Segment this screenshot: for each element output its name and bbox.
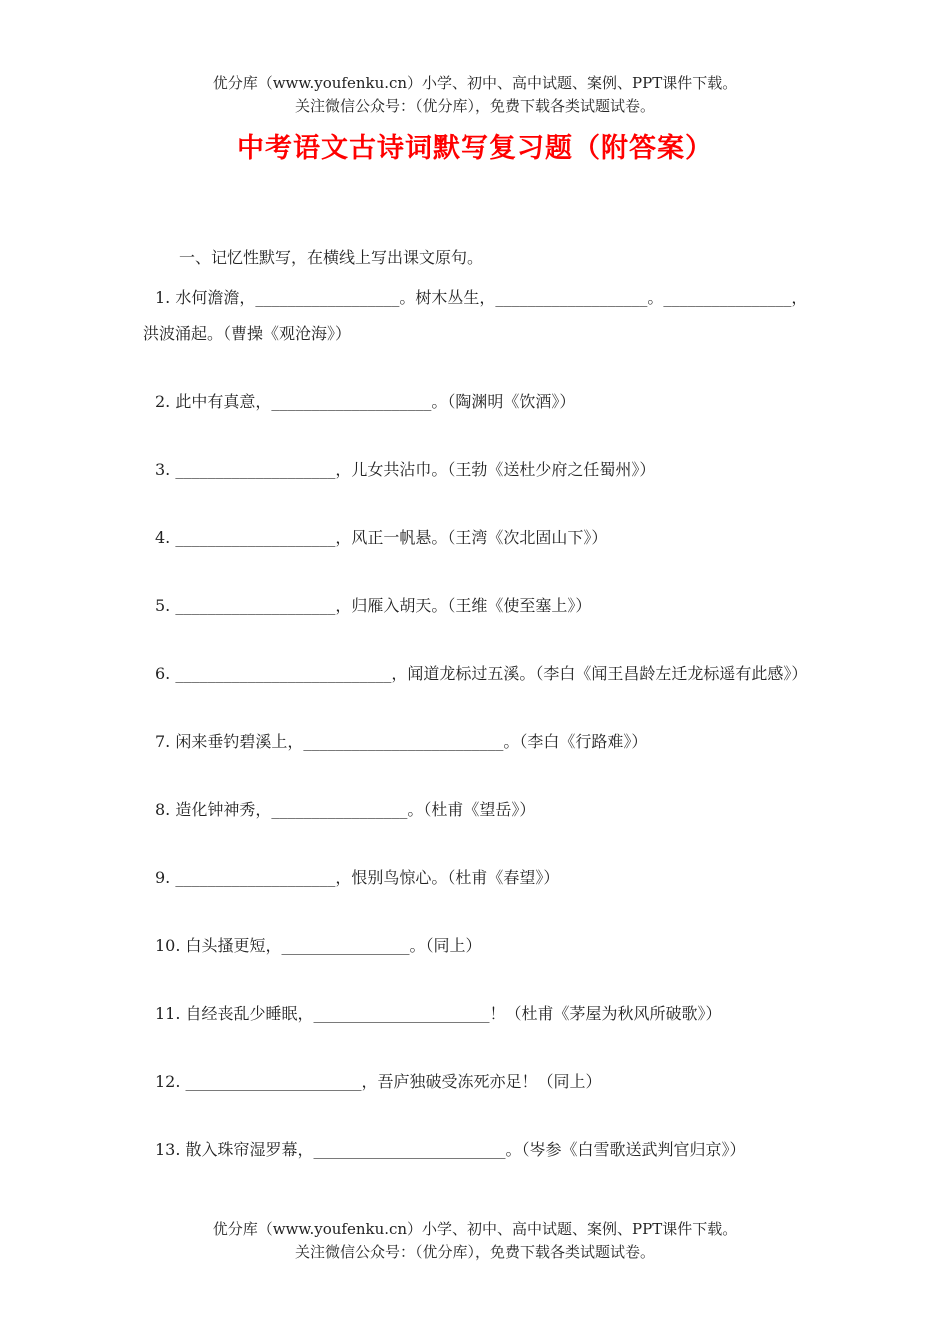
question-3: 3. ____________________，儿女共沾巾。（王勃《送杜少府之任蜀州》） (155, 460, 656, 479)
question-5: 5. ____________________，归雁入胡天。（王维《使至塞上》） (155, 596, 592, 615)
question-9: 9. ____________________，恨别鸟惊心。（杜甫《春望》） (155, 868, 560, 887)
header-line-2: 关注微信公众号：（优分库），免费下载各类试题试卷。 (294, 97, 655, 115)
question-4: 4. ____________________，风正一帆悬。（王湾《次北固山下》） (155, 528, 608, 547)
document-body (143, 246, 811, 1200)
question-12: 12. ______________________，吾庐独破受冻死亦足！（同上） (155, 1072, 602, 1091)
header-line-1: 优分库（www.youfenku.cn）小学、初中、高中试题、案例、PPT课件下载。 (212, 74, 738, 92)
question-7: 7. 闲来垂钓碧溪上，_________________________。（李白《行路难》） (155, 732, 648, 751)
page-footer (0, 1218, 950, 1264)
question-13: 13. 散入珠帘湿罗幕，________________________。（岑参《白雪歌送武判官归京》） (155, 1140, 746, 1159)
question-10: 10. 白头搔更短，________________。（同上） (155, 936, 482, 955)
question-8: 8. 造化钟神秀，_________________。（杜甫《望岳》） (155, 800, 536, 819)
section-heading: 一、记忆性默写，在横线上写出课文原句。 (179, 248, 484, 267)
question-6: 6. ___________________________，闻道龙标过五溪。（李白《闻王昌龄左迁龙标遥有此感》） (155, 664, 808, 683)
footer-line-2: 关注微信公众号：（优分库），免费下载各类试题试卷。 (294, 1243, 655, 1261)
question-11: 11. 自经丧乱少睡眠，______________________！（杜甫《茅屋为秋风所破歌》） (155, 1004, 722, 1023)
document-title: 中考语文古诗词默写复习题（附答案） (237, 133, 713, 164)
question-2: 2. 此中有真意，____________________。（陶渊明《饮酒》） (155, 392, 576, 411)
footer-line-1: 优分库（www.youfenku.cn）小学、初中、高中试题、案例、PPT课件下载。 (212, 1220, 738, 1238)
question-1: 1. 水何澹澹，__________________。树木丛生，___________________。________________，洪波涌起。（曹操《观沧海》） (143, 288, 808, 343)
page-header (0, 72, 950, 118)
